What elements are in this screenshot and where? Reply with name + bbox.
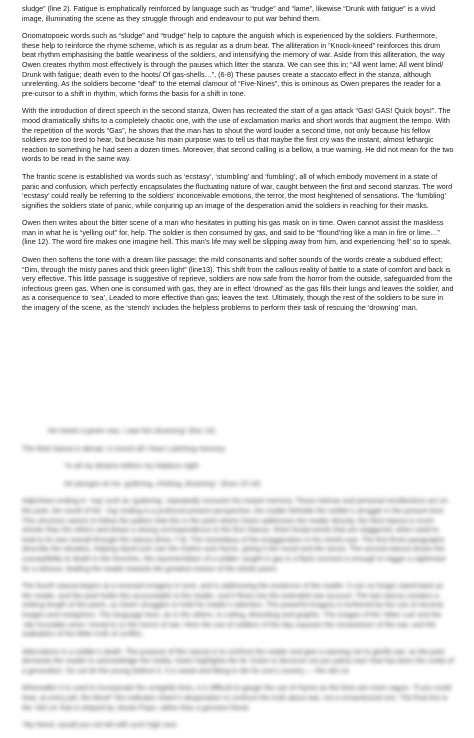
blurred-paragraph-4: Altercations in a soldier’s death. The purpose of this stanza is to confront the reader and give a warning not to glorify war, as the poet demands the reader to acknowledge the reality. Owen highlights the lie ‘Dulce et decorum est pro patria mori’ that has been the motto of a generation. Do not let the young believe it. It is sweet and fitting to die for one’s country — the old Lie. <box>22 646 454 675</box>
blurred-preview-text <box>22 426 454 738</box>
paragraph-2: Onomatopoeic words such as “sludge” and “trudge” help to capture the anguish which is experienced by the soldiers. Furthermore, these help to reinforce the rhyme scheme, which is as regular as a drum beat. The alliteration in “Knock-kneed” reinforces this drum beat rhythm emphasising the battle weariness of the soldiers, and intensifying the memory of war. Aside from this alliteration, the way Owen creates rhythm most effectively is through the pauses which litter the stanza. We can see this in; “All went lame; All went blind/ Drunk with fatigue; death even to the hoots/ Of gas-shells…”, (6-8) These pauses create a staccato effect in the stanza, although unrelenting. As the soldiers become “deaf” to the eternal clamour of “Five-Nines”, this is ominous as Owen prepares the reader for a pre-cursor to a shift in rhythm, which forms the basis for a shift in tone. <box>22 31 445 98</box>
blurred-paragraph-3: The fourth stanza begins at a resonant imagery in tone, and is addressing the existence of the reader. It can no longer stand back as the reader, and the poet holds this accountable to the reader, and it flows into the extended war account. The last stanza contains a striking length of the poem, as Owen struggles to hold his reader’s attention. The powerful imagery is furthered by the use of visceral images and metaphors. The language here, as in the others, is cutting, disturbing and graphic. The images of the ‘bitter cud’ and the ‘vile incurable sores’ reveal to us the horror of war. Here the use of soldiers of the day exposes the romanticism of the war, and the realisation of the bitter truth of conflict. <box>22 581 444 639</box>
paragraph-6: Owen then softens the tone with a dream like passage; the mild consonants and softer sounds of the words create a subdued effect; “Dim, through the misty panes and thick green light” (line13). This shift from the callous reality of battle to a state of comfort and back is very effective. This little passage is suggestive of reprieve, soldiers are now safe from the horror from the outside, safeguarded from the infectious green gas. When one is consumed with gas, they are in effect ‘drowned’ as the gas fills their lungs and leaves the soldier, and as a consequence to ‘sea’, Leaded to more effective than gas; leaves the text. Ultimately, though the rest of the soldiers to be sure in the imagery of the scene, as the ‘stench’ includes the helpless problems to perform their task of rescuing the ‘drowning’ man. <box>22 255 454 313</box>
blurred-paragraph-1: The third stanza is abrupt, in recent all I hear’s pitching memory; <box>22 443 227 453</box>
paragraph-5: Owen then writes about the bitter scene of a man who hesitates in putting his gas mask on in time. Owen cannot assist the maskless man in what he is “yelling out” for, help. The soldier is then consumed by gas, and said to be “flound’ring like a man in fire or lime…” (line 12). The word fire makes one imagine hell. This man’s life may well be slipping away from him, and experiencing ‘hell’ so to speak. <box>22 218 452 247</box>
blurred-paragraph-2: Adjectives ending in ‘-ing’ such as ‘guttering’, repeatedly recounts his instant memory. These intense and personal recollections act on the poet, the result of the ‘-ing’ ending is a profound present perspective, the reader beholds the soldier’s struggle in the present time. This structure seems to follow the pattern that this is the point where Owen addresses the reader directly, the third stanza is much shorter than the others and draws a strong correspondence to the first Stanza. Short brutal words that are staggered, when need to lead to its own overall through the stanza (lines 7-9). The immediacy of the exaggeration in his mind’s eye. The first three paragraphs describe the situation, helping stand over war the rhythm and rhyme, giving it the mood and the sense. The second stanza shows the susceptibility to death in the trenches, the representation of a soldier caught in gas in a flash moment is enough to trigger a nightmare for a witness, leading the reader towards the greatest reason of the whole poem. <box>22 496 448 573</box>
paragraph-1: sludge” (line 2). Fatigue is emphatically reinforced by language such as “trudge” and “lame”, likewise “Drunk with fatigue” is a vivid image, illuminating the scene as they struggle through and endeavour to put war behind them. <box>22 4 436 23</box>
readable-text <box>22 4 454 321</box>
blurred-paragraph-5: Whereafter it is used to incorporate the unsightly lines, it is difficult to gauge the use of rhyme as the lines are more vague. “If you could hear, at every jolt, the blood” this indicates Owen’s desperation to confront the truth about war, not a romanticized one. The final line is the ‘old Lie’ that is relayed by Jessie Pope, rather than a genuine friend. <box>22 683 452 712</box>
blurred-quote-3: He plunges at me, guttering, choking, drowning”. (lines 15-16) <box>64 478 261 488</box>
blurred-quote-1: He meets a green sea, I saw him drowning” (line 14). <box>48 426 217 435</box>
paragraph-4: The frantic scene is established via words such as ‘ecstasy’, ‘stumbling’ and ‘fumbling’, all of which embody movement in a state of panic and confusion, which perfectly encapsulates the fluctuating nature of war, caught between the first and second stanzas. The word ‘ecstasy’ could really be referring to the soldiers’ inconceivable emotions, the terror, the most heightened of sensations. The ‘fumbling’ signifies the soldiers state of panic, while conjuring up an image of the desperation amid the soldiers in reaching for their masks. <box>22 171 453 210</box>
blurred-quote-2: “In all my dreams before my helpless sight <box>64 461 199 471</box>
paragraph-3: With the introduction of direct speech in the second stanza, Owen has recreated the start of a gas attack “Gas! GAS! Quick boys!”. The mood dramatically shifts to a completely chaotic one, with the use of exclamation marks and short words that augment the tempo. With the repetition of the words “Gas”, he shows that the man has to shout the word louder a second time, not only because his fellow soldiers are too tired to hear, but because his main purpose was to tell us that maybe the first cry was the instant, almost lethargic reaction to something he had seen a dozen times. Moreover, that second calling is a bellow, a true warning. He did not mean for the two words to be read in the same way. <box>22 106 454 164</box>
blurred-quote-4: “My friend, would you not tell with such high zest <box>22 720 177 730</box>
